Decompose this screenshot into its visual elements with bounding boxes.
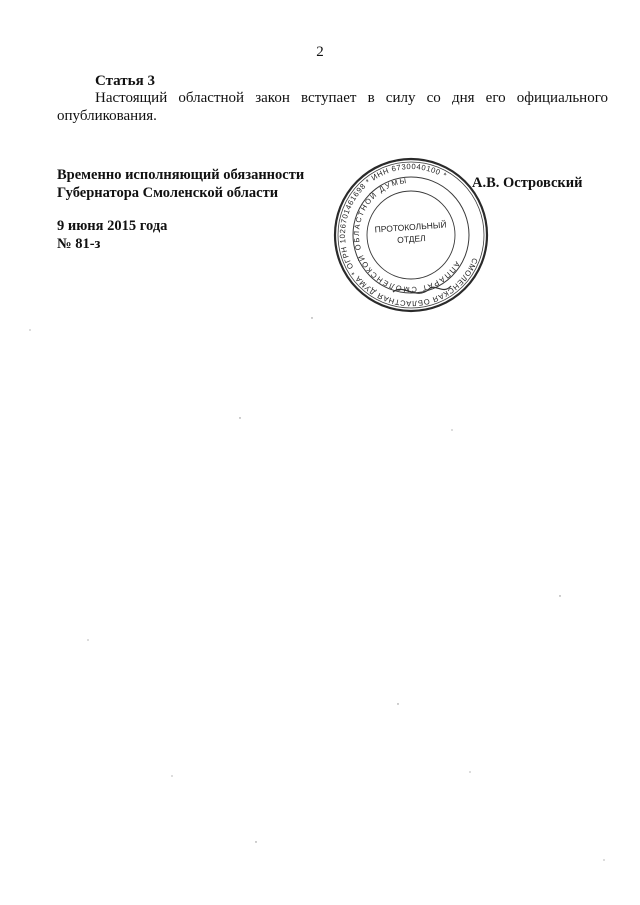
signer-name: А.В. Островский bbox=[472, 175, 583, 191]
seal-outer-ring-text: СМОЛЕНСКАЯ ОБЛАСТНАЯ ДУМА * ОГРН 1026701461698 * ИНН 6730040100 * bbox=[337, 161, 480, 309]
seal-center-line-2: ОТДЕЛ bbox=[396, 233, 426, 245]
article-heading: Статья 3 bbox=[95, 73, 155, 89]
signatory-position-line-2: Губернатора Смоленской области bbox=[57, 185, 279, 201]
seal-inner-ring-text: АППАРАТ СМОЛЕНСКОЙ ОБЛАСТНОЙ ДУМЫ bbox=[351, 175, 462, 295]
seal-center-line-1: ПРОТОКОЛЬНЫЙ bbox=[374, 219, 447, 235]
signatory-position-line-1: Временно исполняющий обязанности bbox=[57, 167, 305, 183]
document-date: 9 июня 2015 года bbox=[57, 218, 168, 234]
page-number: 2 bbox=[316, 44, 324, 60]
article-body: Настоящий областной закон вступает в силу со дня его официального опубликования. bbox=[57, 90, 608, 124]
law-number: № 81-з bbox=[57, 236, 101, 252]
